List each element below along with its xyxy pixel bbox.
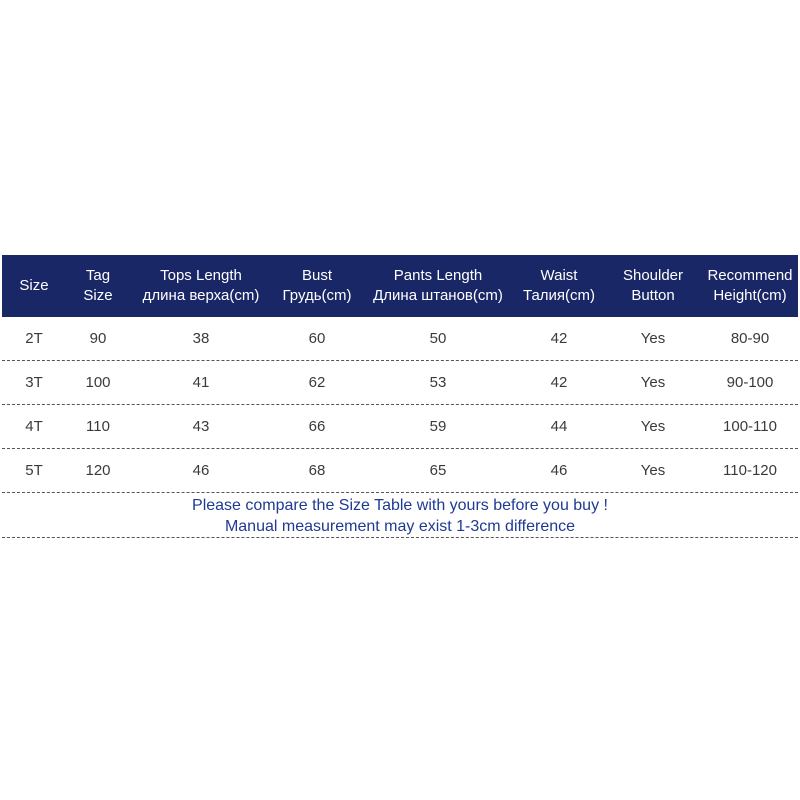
header-tops-length-line2: длина верха(cm)	[142, 287, 260, 304]
header-tops-length	[130, 266, 272, 306]
size-note	[2, 493, 798, 538]
table-row	[2, 317, 798, 361]
cell-bust: 62	[308, 373, 326, 391]
cell-bust: 68	[308, 461, 326, 479]
size-table	[2, 255, 798, 538]
cell-waist: 42	[550, 329, 568, 347]
header-tops-length-line1: Tops Length	[160, 267, 242, 284]
cell-tops-length: 46	[192, 461, 210, 479]
header-waist	[514, 266, 604, 306]
table-header	[2, 255, 798, 317]
table-row	[2, 361, 798, 405]
size-note-line2: Manual measurement may exist 1-3cm difference	[224, 518, 576, 535]
size-note-line1: Please compare the Size Table with yours before you buy !	[192, 497, 608, 514]
cell-size: 5T	[25, 461, 43, 479]
cell-recommend-height: 80-90	[730, 329, 770, 347]
cell-size: 2T	[25, 329, 43, 347]
cell-waist: 42	[550, 373, 568, 391]
cell-pants-length: 53	[429, 373, 447, 391]
header-waist-line2: Талия(cm)	[522, 287, 596, 304]
cell-recommend-height: 90-100	[726, 373, 774, 391]
cell-recommend-height: 100-110	[723, 417, 777, 435]
header-shoulder-button	[604, 266, 702, 306]
table-row	[2, 449, 798, 493]
header-bust-line1: Bust	[301, 267, 332, 284]
table-row	[2, 405, 798, 449]
cell-waist: 44	[550, 417, 568, 435]
header-pants-length	[362, 266, 514, 306]
cell-pants-length: 59	[429, 417, 447, 435]
cell-shoulder-button: Yes	[640, 461, 666, 479]
cell-waist: 46	[550, 461, 568, 479]
cell-bust: 60	[308, 329, 326, 347]
cell-tag-size: 90	[89, 329, 107, 347]
header-pants-length-line2: Длина штанов(cm)	[373, 287, 503, 304]
header-recommend-height-line2: Height(cm)	[713, 287, 787, 304]
cell-pants-length: 50	[429, 329, 447, 347]
header-pants-length-line1: Pants Length	[393, 267, 483, 284]
cell-tops-length: 41	[192, 373, 210, 391]
header-shoulder-button-line1: Shoulder	[622, 267, 684, 284]
cell-tops-length: 38	[192, 329, 210, 347]
header-tag-size	[66, 266, 130, 306]
cell-tops-length: 43	[192, 417, 210, 435]
header-size	[2, 276, 66, 296]
cell-bust: 66	[308, 417, 326, 435]
cell-shoulder-button: Yes	[640, 417, 666, 435]
cell-shoulder-button: Yes	[640, 373, 666, 391]
header-tag-size-line2: Size	[83, 287, 113, 304]
cell-tag-size: 120	[85, 461, 111, 479]
header-tag-size-line1: Tag	[85, 267, 111, 284]
cell-tag-size: 100	[85, 373, 111, 391]
cell-size: 3T	[25, 373, 43, 391]
header-recommend-height	[702, 266, 798, 306]
cell-recommend-height: 110-120	[723, 461, 777, 479]
header-waist-line1: Waist	[540, 267, 578, 284]
header-size-label: Size	[19, 277, 49, 294]
cell-size: 4T	[25, 417, 43, 435]
header-shoulder-button-line2: Button	[631, 287, 675, 304]
cell-pants-length: 65	[429, 461, 447, 479]
cell-shoulder-button: Yes	[640, 329, 666, 347]
cell-tag-size: 110	[86, 417, 110, 435]
header-bust-line2: Грудь(cm)	[282, 287, 352, 304]
header-bust	[272, 266, 362, 306]
header-recommend-height-line1: Recommend	[707, 267, 793, 284]
